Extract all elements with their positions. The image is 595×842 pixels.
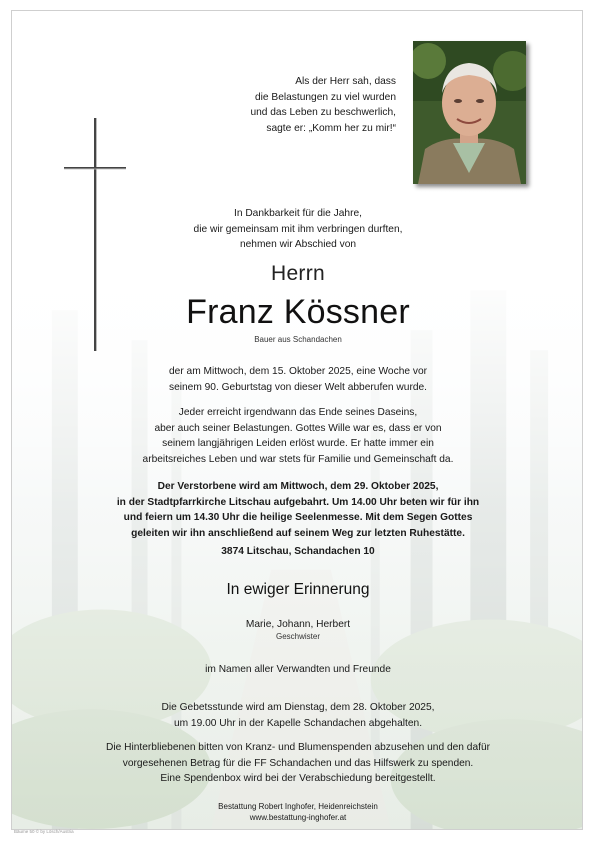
funeral-website: www.bestattung-inghofer.at xyxy=(249,813,347,822)
intro-line: die wir gemeinsam mit ihm verbringen durften, xyxy=(193,223,403,235)
ceremony-line: und feiern um 14.30 Uhr die heilige Seelenmesse. Mit dem Segen Gottes xyxy=(123,512,473,524)
prayer-line: Die Gebetsstunde wird am Dienstag, dem 28. Oktober 2025, xyxy=(161,702,435,713)
donation-line: Eine Spendenbox wird bei der Verabschiedung bereitgestellt. xyxy=(160,773,436,785)
death-notice xyxy=(12,364,583,395)
mourner-names: Marie, Johann, Herbert xyxy=(245,619,351,630)
relatives-line: im Namen aller Verwandten und Freunde xyxy=(205,664,391,675)
ceremony-line: in der Stadtpfarrkirche Litschau aufgebahrt. Um 14.00 Uhr beten wir für ihn xyxy=(116,496,480,508)
quote-line: sagte er: „Komm her zu mir!“ xyxy=(266,122,396,134)
quote-line: und das Leben zu beschwerlich, xyxy=(250,107,396,119)
reflection-line: aber auch seiner Belastungen. Gottes Wille war es, dass er von xyxy=(154,422,442,434)
mourner-relation: Geschwister xyxy=(275,632,320,641)
portrait-photo xyxy=(413,41,526,184)
deceased-name: Franz Kössner xyxy=(186,293,410,331)
reflection-line: seinem langjährigen Leiden erlöst wurde. Er hatte immer ein xyxy=(162,438,434,450)
donation-line: vorgesehenen Betrag für die FF Schandachen und das Hilfswerk zu spenden. xyxy=(122,757,474,769)
intro-text xyxy=(12,206,583,253)
salutation: Herrn xyxy=(270,262,325,285)
donation-text xyxy=(12,740,583,787)
donation-line: Die Hinterbliebenen bitten von Kranz- und Blumenspenden abzusehen und den dafür xyxy=(106,742,490,753)
prayer-line: um 19.00 Uhr in der Kapelle Schandachen abgehalten. xyxy=(173,717,423,729)
footer xyxy=(12,801,583,823)
intro-line: In Dankbarkeit für die Jahre, xyxy=(234,208,362,219)
address: 3874 Litschau, Schandachen 10 xyxy=(221,546,375,557)
reflection-line: Jeder erreicht irgendwann das Ende seines Daseins, xyxy=(178,407,418,418)
ceremony-line: geleiten wir ihn anschließend auf seinem Weg zur letzten Ruhestätte. xyxy=(131,527,465,539)
quote-line: Als der Herr sah, dass xyxy=(295,76,396,87)
reflection-text xyxy=(12,405,583,467)
deceased-subtitle: Bauer aus Schandachen xyxy=(254,335,342,344)
funeral-company: Bestattung Robert Inghofer, Heidenreichstein xyxy=(218,802,378,811)
image-credit: Bäume 50 © by Lösch/Austria xyxy=(14,829,74,834)
ceremony-text xyxy=(12,479,583,541)
quote-line: die Belastungen zu viel wurden xyxy=(254,91,396,103)
memorial-heading: In ewiger Erinnerung xyxy=(226,581,370,598)
prayer-text xyxy=(12,700,583,731)
ceremony-line: Der Verstorbene wird am Mittwoch, dem 29. Oktober 2025, xyxy=(157,481,439,492)
reflection-line: arbeitsreiches Leben und war stets für Familie und Gemeinschaft da. xyxy=(142,453,454,465)
death-notice-line: seinem 90. Geburtstag von dieser Welt abberufen wurde. xyxy=(168,381,428,393)
opening-quote xyxy=(156,74,396,136)
obituary-card xyxy=(11,10,583,830)
death-notice-line: der am Mittwoch, dem 15. Oktober 2025, eine Woche vor xyxy=(168,366,428,377)
intro-line: nehmen wir Abschied von xyxy=(239,239,357,251)
